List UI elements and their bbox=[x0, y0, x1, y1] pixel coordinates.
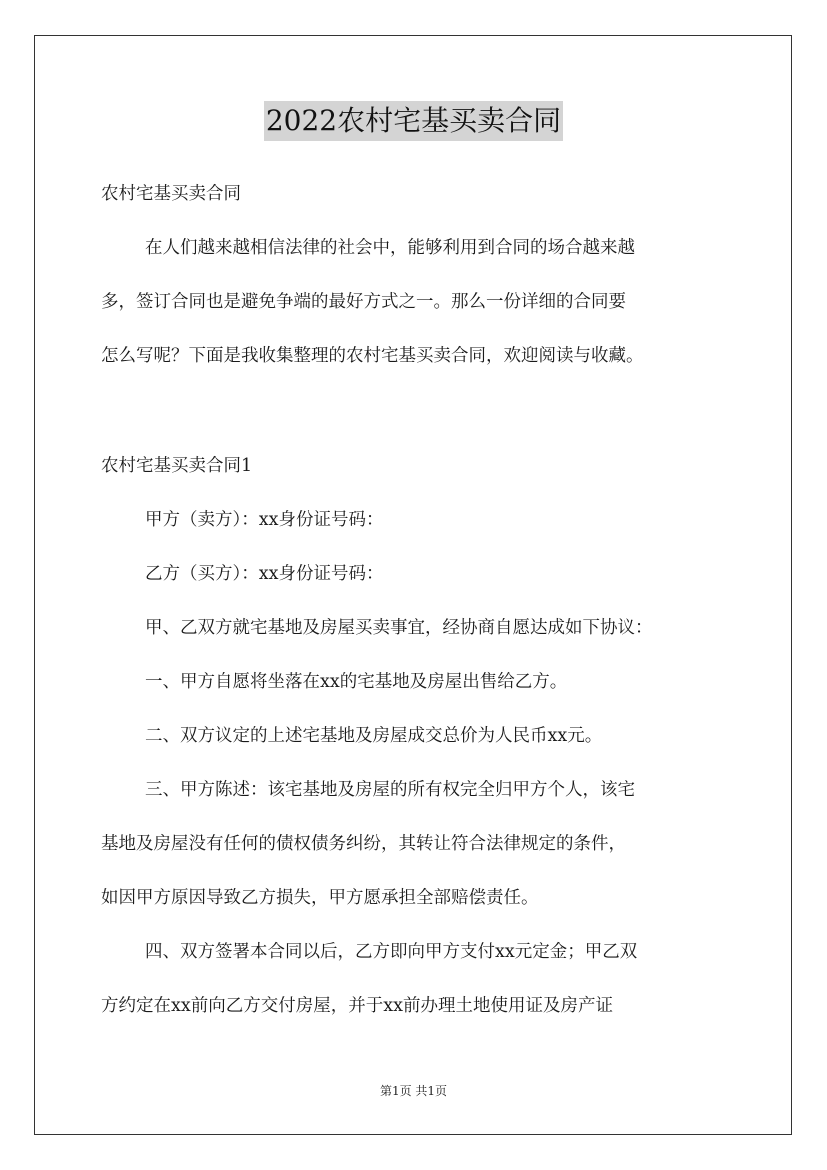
intro-line-1: 在人们越来越相信法律的社会中，能够利用到合同的场合越来越 bbox=[145, 238, 635, 258]
title-wrap bbox=[0, 101, 827, 141]
clause-4-line-2: 方约定在xx前向乙方交付房屋，并于xx前办理土地使用证及房产证 bbox=[101, 996, 613, 1016]
clause-3-line-3: 如因甲方原因导致乙方损失，甲方愿承担全部赔偿责任。 bbox=[101, 888, 539, 908]
party-b-line: 乙方（买方）：xx身份证号码： bbox=[145, 564, 384, 584]
clause-3-line-2: 基地及房屋没有任何的债权债务纠纷，其转让符合法律规定的条件， bbox=[101, 834, 626, 854]
clause-4-line-1: 四、双方签署本合同以后，乙方即向甲方支付xx元定金；甲乙双 bbox=[145, 942, 638, 962]
party-a-line: 甲方（卖方）：xx身份证号码： bbox=[145, 510, 384, 530]
section-heading: 农村宅基买卖合同 bbox=[101, 184, 241, 204]
intro-line-3: 怎么写呢？下面是我收集整理的农村宅基买卖合同，欢迎阅读与收藏。 bbox=[101, 346, 644, 366]
clause-1: 一、甲方自愿将坐落在xx的宅基地及房屋出售给乙方。 bbox=[145, 672, 568, 692]
document-title: 2022农村宅基买卖合同 bbox=[264, 101, 563, 141]
clause-2: 二、双方议定的上述宅基地及房屋成交总价为人民币xx元。 bbox=[145, 726, 603, 746]
intro-line-2: 多，签订合同也是避免争端的最好方式之一。那么一份详细的合同要 bbox=[101, 292, 626, 312]
page-footer: 第1页 共1页 bbox=[379, 1084, 448, 1098]
agreement-intro: 甲、乙双方就宅基地及房屋买卖事宜，经协商自愿达成如下协议： bbox=[145, 618, 653, 638]
contract-heading: 农村宅基买卖合同1 bbox=[101, 456, 253, 476]
clause-3-line-1: 三、甲方陈述：该宅基地及房屋的所有权完全归甲方个人，该宅 bbox=[145, 780, 635, 800]
